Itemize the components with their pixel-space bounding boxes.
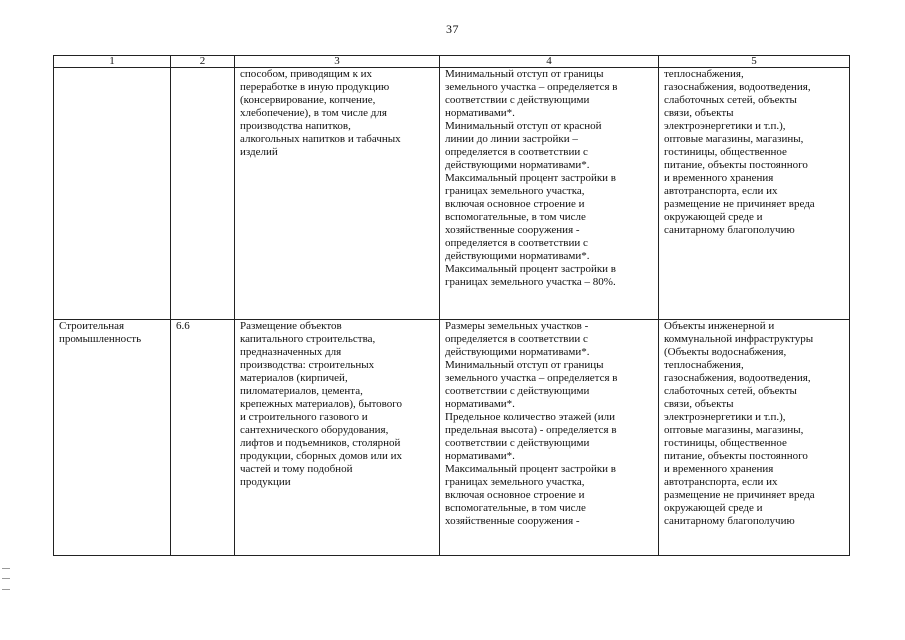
construction-parameters: Размеры земельных участков - определяется в соответствии с действующими нормативами*. Минимальный отступ от границы земельного участка – определяется в соответствии с действующими нормативами*. Предельное количество этажей (или предельная высота) - определяется в соответствии с действующими нормативами*. Максимальный процент застройки в границах земельного участка, включая основное строение и вспомогательные, в том числе хозяйственные сооружения - xyxy=(440,320,659,556)
column-number-2: 2 xyxy=(171,56,235,68)
auxiliary-uses: Объекты инженерной и коммунальной инфраструктуры (Объекты водоснабжения, теплоснабжения, газоснабжения, водоотведения, слаботочных сетей, объекты связи, объекты электроэнергетики и т.п.), оптовые магазины, магазины, гостиницы, общественное питание, объекты постоянного и временного хранения автотранспорта, если их размещение не причиняет вреда окружающей среде и санитарному благополучию xyxy=(659,320,850,556)
land-use-table xyxy=(53,55,850,556)
construction-parameters: Минимальный отступ от границы земельного участка – определяется в соответствии с действующими нормативами*. Минимальный отступ от красной линии до линии застройки – определяется в соответствии с действующими нормативами*. Максимальный процент застройки в границах земельного участка, включая основное строение и вспомогательные, в том числе хозяйственные сооружения - определяется в соответствии с действующими нормативами*. Максимальный процент застройки в границах земельного участка – 80%. xyxy=(440,68,659,320)
use-type-name xyxy=(54,68,171,320)
use-type-code xyxy=(171,68,235,320)
table-row xyxy=(54,68,850,320)
use-type-description: способом, приводящим к их переработке в иную продукцию (консервирование, копчение, хлебопечение), в том числе для производства напитков, алкогольных напитков и табачных изделий xyxy=(235,68,440,320)
margin-scan-mark xyxy=(2,568,10,590)
use-type-name: Строительная промышленность xyxy=(54,320,171,556)
use-type-code: 6.6 xyxy=(171,320,235,556)
column-number-5: 5 xyxy=(659,56,850,68)
auxiliary-uses: теплоснабжения, газоснабжения, водоотведения, слаботочных сетей, объекты связи, объекты электроэнергетики и т.п.), оптовые магазины, магазины, гостиницы, общественное питание, объекты постоянного и временного хранения автотранспорта, если их размещение не причиняет вреда окружающей среде и санитарному благополучию xyxy=(659,68,850,320)
table-row xyxy=(54,320,850,556)
page-number: 37 xyxy=(446,22,459,36)
column-number-3: 3 xyxy=(235,56,440,68)
use-type-description: Размещение объектов капитального строительства, предназначенных для производства: строительных материалов (кирпичей, пиломатериалов, цемента, крепежных материалов), бытового и строительного газового и сантехнического оборудования, лифтов и подъемников, столярной продукции, сборных домов или их частей и тому подобной продукции xyxy=(235,320,440,556)
column-number-1: 1 xyxy=(54,56,171,68)
column-number-4: 4 xyxy=(440,56,659,68)
table-header-row xyxy=(54,56,850,68)
